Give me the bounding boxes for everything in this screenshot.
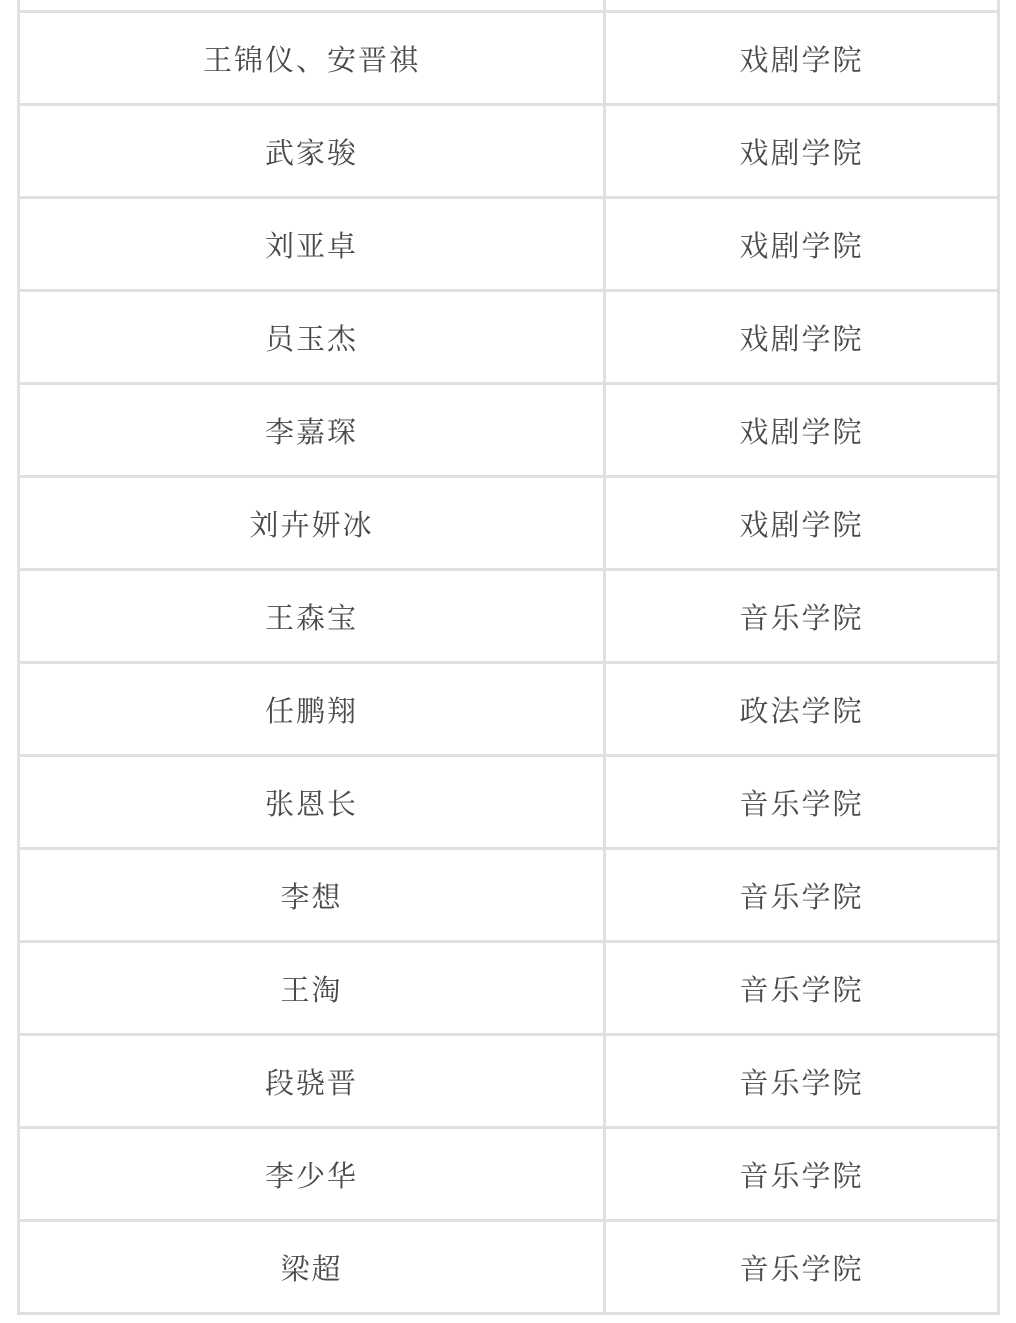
name-cell: 王锦仪、安晋祺 bbox=[20, 13, 606, 103]
college-cell: 音乐学院 bbox=[739, 1251, 864, 1286]
table-row bbox=[20, 1222, 997, 1315]
name-cell: 李想 bbox=[20, 850, 606, 940]
college-cell: 政法学院 bbox=[739, 693, 864, 728]
college-cell: 戏剧学院 bbox=[739, 135, 864, 170]
table-row bbox=[20, 943, 997, 1036]
name-cell: 梁超 bbox=[20, 1222, 606, 1312]
table-row bbox=[20, 571, 997, 664]
name-cell: 刘亚卓 bbox=[20, 199, 606, 289]
name-cell bbox=[20, 0, 606, 10]
table-row bbox=[20, 13, 997, 106]
college-cell bbox=[606, 0, 997, 10]
table-row bbox=[20, 757, 997, 850]
college-cell: 戏剧学院 bbox=[739, 42, 864, 77]
name-cell: 刘卉妍冰 bbox=[20, 478, 606, 568]
name-cell: 段骁晋 bbox=[20, 1036, 606, 1126]
name-cell: 武家骏 bbox=[20, 106, 606, 196]
student-table bbox=[17, 0, 1000, 1315]
table-row bbox=[20, 1036, 997, 1129]
college-cell: 戏剧学院 bbox=[739, 228, 864, 263]
table-row bbox=[20, 199, 997, 292]
name-cell: 李嘉琛 bbox=[20, 385, 606, 475]
name-cell: 李少华 bbox=[20, 1129, 606, 1219]
college-cell: 音乐学院 bbox=[739, 972, 864, 1007]
college-cell: 音乐学院 bbox=[739, 786, 864, 821]
college-cell: 音乐学院 bbox=[739, 600, 864, 635]
name-cell: 王淘 bbox=[20, 943, 606, 1033]
college-cell: 戏剧学院 bbox=[739, 414, 864, 449]
name-cell: 王森宝 bbox=[20, 571, 606, 661]
table-row bbox=[20, 850, 997, 943]
name-cell: 员玉杰 bbox=[20, 292, 606, 382]
college-cell: 音乐学院 bbox=[739, 1158, 864, 1193]
name-cell: 任鹏翔 bbox=[20, 664, 606, 754]
college-cell: 音乐学院 bbox=[739, 879, 864, 914]
table-row bbox=[20, 478, 997, 571]
table-row bbox=[20, 1129, 997, 1222]
table-row bbox=[20, 106, 997, 199]
table-row bbox=[20, 664, 997, 757]
name-cell: 张恩长 bbox=[20, 757, 606, 847]
college-cell: 戏剧学院 bbox=[739, 507, 864, 542]
college-cell: 戏剧学院 bbox=[739, 321, 864, 356]
college-cell: 音乐学院 bbox=[739, 1065, 864, 1100]
table-row bbox=[20, 0, 997, 13]
table-row bbox=[20, 385, 997, 478]
table-row bbox=[20, 292, 997, 385]
